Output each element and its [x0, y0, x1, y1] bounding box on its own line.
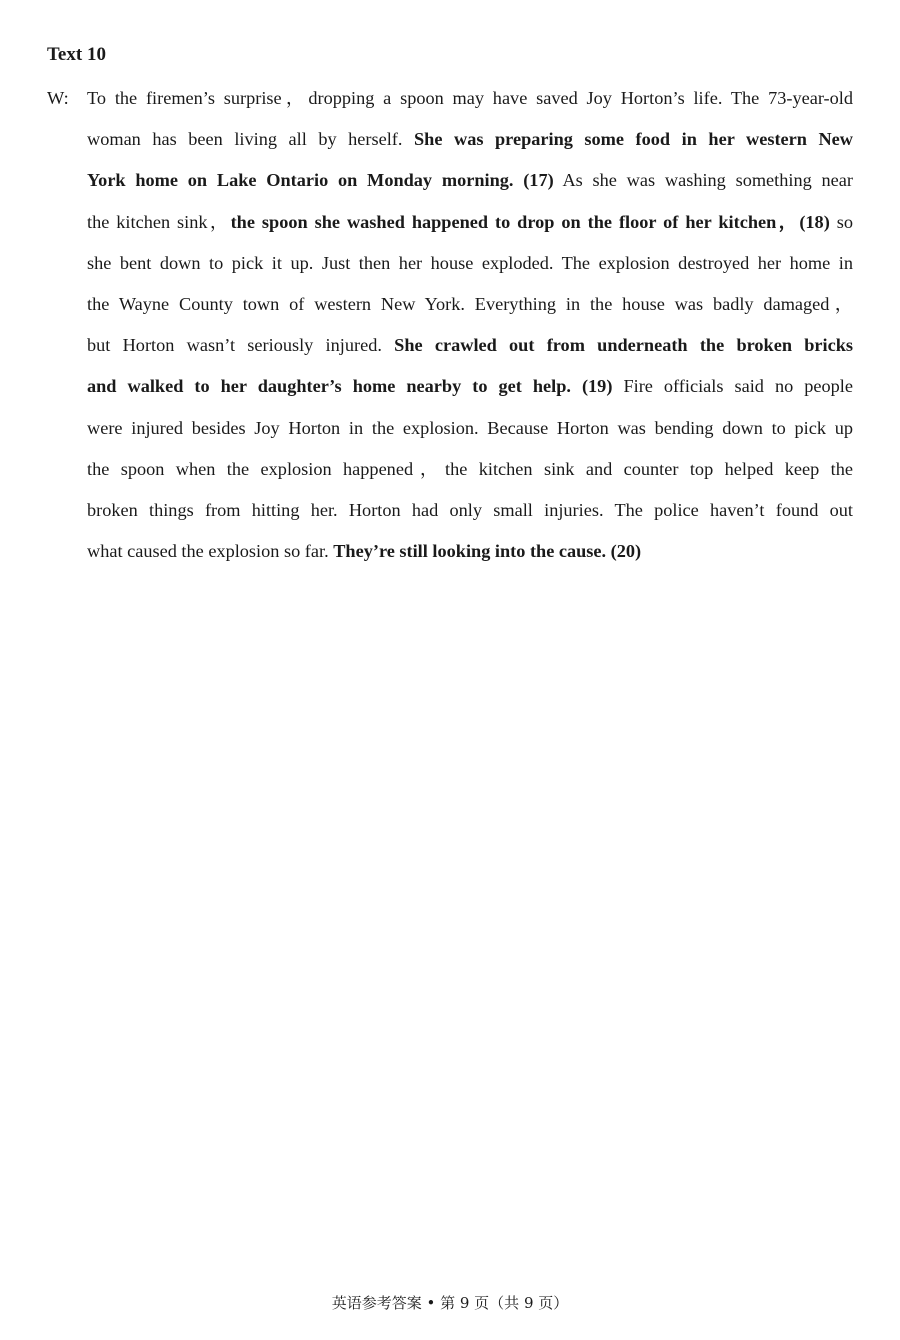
bold-answer-text: They’re still looking into the cause. (20): [333, 541, 642, 562]
passage-text: she bent down to pick it up. Just then her house exploded. The explosion destroyed her home in: [87, 252, 853, 273]
passage-text: As she was washing something near: [553, 170, 853, 191]
passage-text: but Horton wasn’t seriously injured.: [87, 335, 395, 356]
passage-text: so: [829, 211, 853, 232]
page-footer: 英语参考答案 • 第 9 页（共 9 页）: [331, 1294, 569, 1312]
passage-line: [47, 490, 853, 531]
passage-line: [47, 160, 853, 201]
passage-line: [47, 78, 853, 119]
passage-text: woman has been living all by herself.: [87, 129, 415, 150]
passage-line: [47, 202, 853, 243]
passage-line: [47, 119, 853, 160]
passage-text: the Wayne County town of western New York. Everything in the house was badly damaged，: [87, 294, 853, 315]
bold-answer-text: She was preparing some food in her western New: [414, 129, 854, 150]
passage-line: [47, 284, 853, 325]
passage-text: Fire officials said no people: [612, 376, 853, 397]
passage-text: the spoon when the explosion happened，the kitchen sink and counter top helped keep the: [87, 458, 853, 479]
bold-answer-text: the spoon she washed happened to drop on the floor of her kitchen，(18): [230, 211, 830, 232]
passage-line: [47, 449, 853, 490]
passage-body: [47, 78, 853, 572]
bold-answer-text: and walked to her daughter’s home nearby to get help. (19): [87, 376, 613, 397]
passage-text: broken things from hitting her. Horton had only small injuries. The police haven’t found out: [87, 500, 853, 521]
section-heading: Text 10: [47, 44, 106, 65]
passage-line: [47, 531, 853, 572]
passage-text: what caused the explosion so far.: [87, 541, 334, 562]
speaker-label: W:: [47, 88, 69, 108]
passage-text: the kitchen sink，: [87, 211, 231, 232]
passage-line: [47, 325, 853, 366]
passage-line: [47, 243, 853, 284]
passage-text: were injured besides Joy Horton in the explosion. Because Horton was bending down to pick up: [87, 417, 853, 438]
passage-line: [47, 408, 853, 449]
bold-answer-text: York home on Lake Ontario on Monday morning. (17): [87, 170, 554, 191]
passage-text: To the firemen’s surprise，dropping a spoon may have saved Joy Horton’s life. The 73-year-old: [87, 88, 853, 108]
passage-line: [47, 366, 853, 407]
bold-answer-text: She crawled out from underneath the broken bricks: [394, 335, 853, 356]
